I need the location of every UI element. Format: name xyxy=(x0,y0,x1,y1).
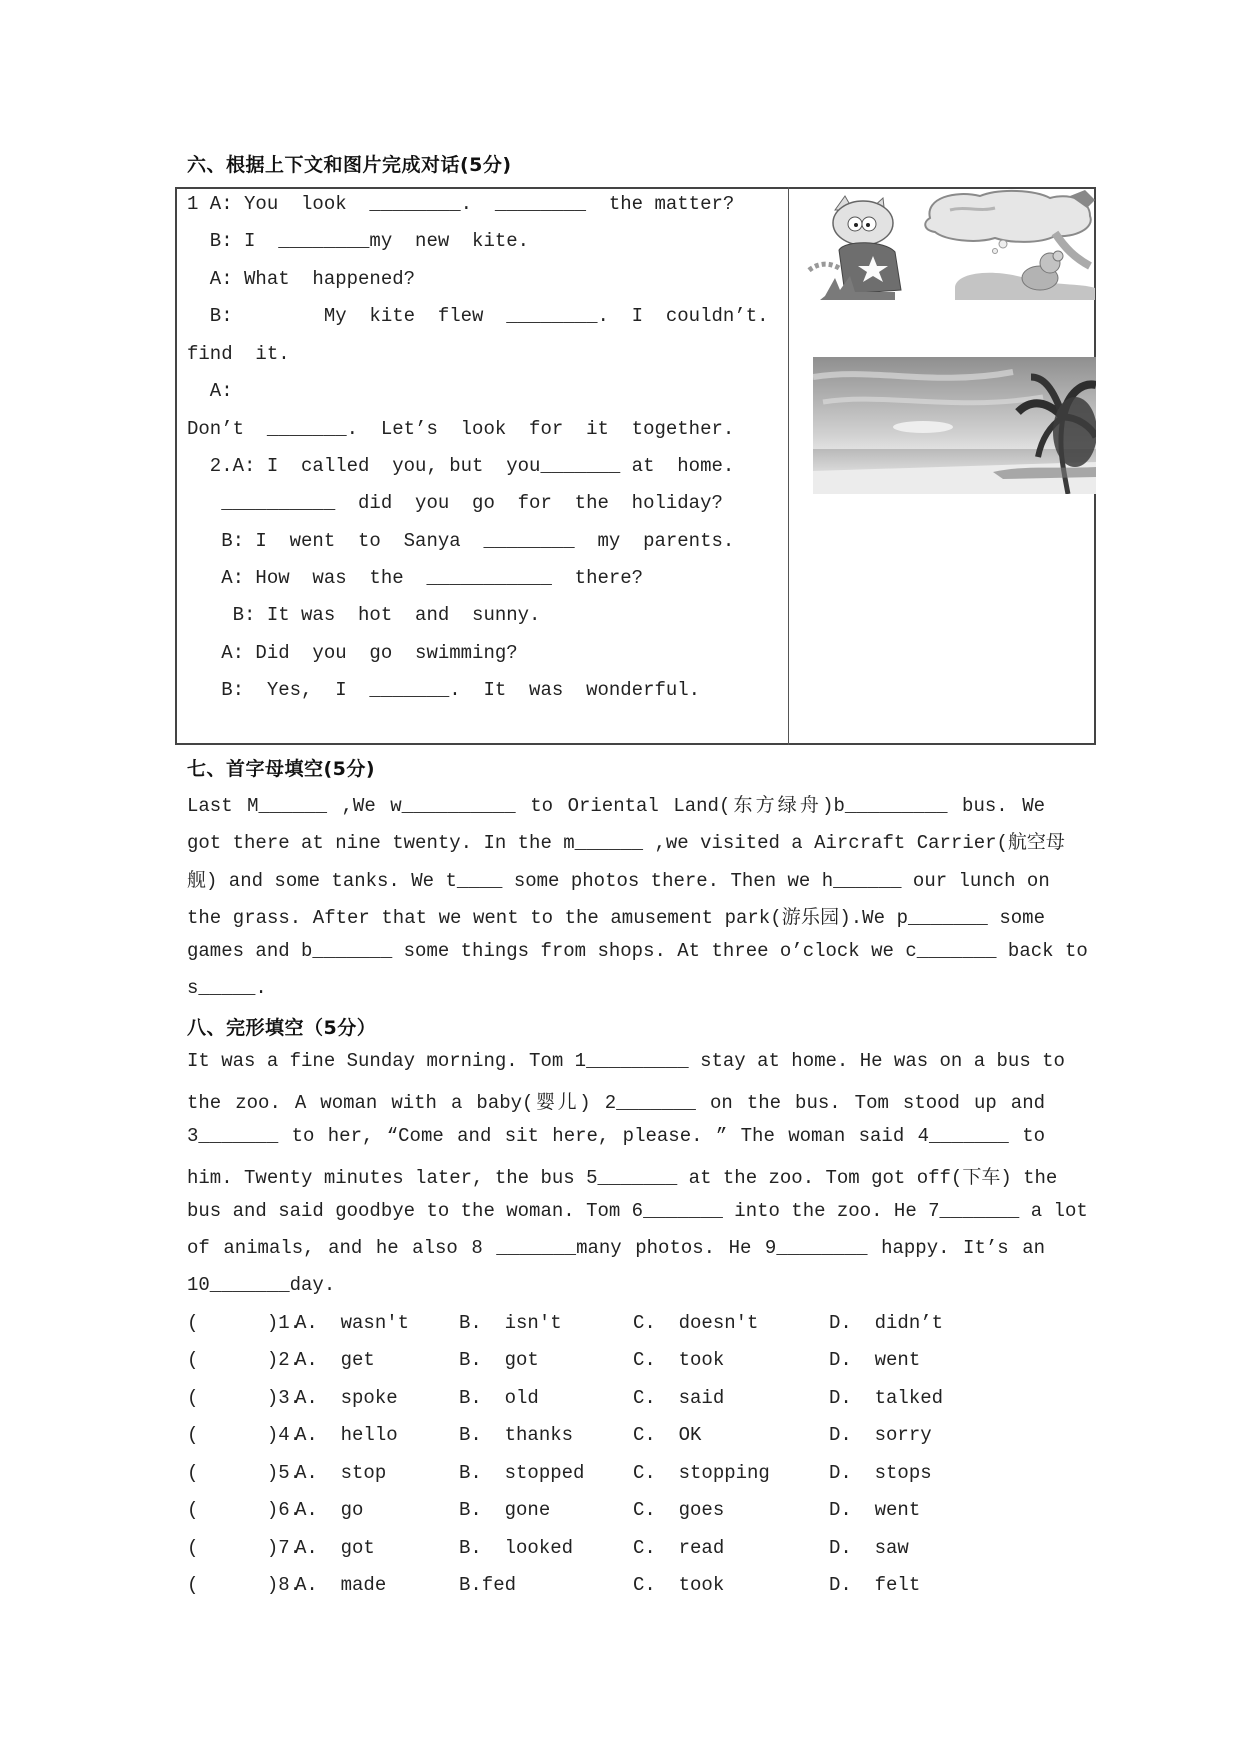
dialogue-line: B: Yes, I _______. It was wonderful. xyxy=(187,679,701,701)
dialogue-line: B: It was hot and sunny. xyxy=(187,604,541,626)
answer-blank[interactable]: ( )1. xyxy=(187,1312,302,1334)
dialogue-line: B: I ________my new kite. xyxy=(187,230,530,252)
cloze-line: the zoo. A woman with a baby(婴儿) 2_______ on the bus. Tom stood up and xyxy=(187,1092,1045,1114)
passage-line: games and b_______ some things from shops. At three o’clock we c_______ back to xyxy=(187,940,1088,962)
dialogue-line: A: Did you go swimming? xyxy=(187,642,518,664)
passage-line: the grass. After that we went to the amusement park(游乐园).We p_______ some xyxy=(187,907,1045,929)
cartoon-cat-mouse-illustration xyxy=(805,188,1095,300)
option-d: D. felt xyxy=(829,1574,921,1596)
option-a: A. hello xyxy=(295,1424,398,1446)
option-b: B. looked xyxy=(459,1537,574,1559)
option-d: D. went xyxy=(829,1499,921,1521)
option-c: C. doesn't xyxy=(633,1312,759,1334)
option-a: A. stop xyxy=(295,1462,387,1484)
dialogue-line: B: My kite flew ________. I couldn’t. xyxy=(187,305,769,327)
option-d: D. didn’t xyxy=(829,1312,944,1334)
cloze-line: him. Twenty minutes later, the bus 5_______ at the zoo. Tom got off(下车) the xyxy=(187,1167,1058,1189)
dialogue-line: __________ did you go for the holiday? xyxy=(187,492,723,514)
option-b: B. old xyxy=(459,1387,539,1409)
answer-blank[interactable]: ( )5. xyxy=(187,1462,302,1484)
answer-blank[interactable]: ( )6. xyxy=(187,1499,302,1521)
option-a: A. go xyxy=(295,1499,364,1521)
dialogue-line: 1 A: You look ________. ________ the matter? xyxy=(187,193,735,215)
answer-blank[interactable]: ( )8. xyxy=(187,1574,302,1596)
option-a: A. spoke xyxy=(295,1387,398,1409)
dialogue-line: A: How was the ___________ there? xyxy=(187,567,644,589)
answer-blank[interactable]: ( )3. xyxy=(187,1387,302,1409)
answer-blank[interactable]: ( )2. xyxy=(187,1349,302,1371)
dialogue-line: find it. xyxy=(187,343,290,365)
option-c: C. took xyxy=(633,1349,725,1371)
dialogue-line: B: I went to Sanya ________ my parents. xyxy=(187,530,735,552)
passage-line: 舰) and some tanks. We t____ some photos there. Then we h______ our lunch on xyxy=(187,870,1050,892)
option-c: C. took xyxy=(633,1574,725,1596)
passage-line: got there at nine twenty. In the m______ ,we visited a Aircraft Carrier(航空母 xyxy=(187,832,1065,854)
beach-image xyxy=(813,357,1096,494)
option-d: D. talked xyxy=(829,1387,944,1409)
option-a: A. made xyxy=(295,1574,387,1596)
option-b: B. stopped xyxy=(459,1462,585,1484)
option-a: A. wasn't xyxy=(295,1312,410,1334)
option-d: D. stops xyxy=(829,1462,932,1484)
section-7-title: 七、首字母填空(5分) xyxy=(187,758,376,780)
dialogue-line: A: xyxy=(187,380,233,402)
option-c: C. said xyxy=(633,1387,725,1409)
cloze-line: It was a fine Sunday morning. Tom 1_________ stay at home. He was on a bus to xyxy=(187,1050,1065,1072)
option-a: A. get xyxy=(295,1349,375,1371)
option-a: A. got xyxy=(295,1537,375,1559)
table-column-divider xyxy=(788,187,789,745)
option-c: C. stopping xyxy=(633,1462,770,1484)
option-b: B. thanks xyxy=(459,1424,574,1446)
option-c: C. goes xyxy=(633,1499,725,1521)
cloze-line: 3_______ to her, “Come and sit here, please. ” The woman said 4_______ to xyxy=(187,1125,1045,1147)
dialogue-line: 2.A: I called you, but you_______ at home. xyxy=(187,455,735,477)
passage-line: s_____. xyxy=(187,977,267,999)
option-d: D. sorry xyxy=(829,1424,932,1446)
option-b: B.fed xyxy=(459,1574,517,1596)
dialogue-line: A: What happened? xyxy=(187,268,416,290)
cloze-line: of animals, and he also 8 _______many photos. He 9________ happy. It’s an xyxy=(187,1237,1045,1259)
option-b: B. gone xyxy=(459,1499,551,1521)
cartoon-image xyxy=(805,188,1095,300)
section-8-title: 八、完形填空（5分） xyxy=(187,1017,377,1039)
dialogue-line: Don’t _______. Let’s look for it together. xyxy=(187,418,735,440)
answer-blank[interactable]: ( )4. xyxy=(187,1424,302,1446)
option-d: D. saw xyxy=(829,1537,909,1559)
cloze-line: bus and said goodbye to the woman. Tom 6_______ into the zoo. He 7_______ a lot xyxy=(187,1200,1088,1222)
passage-line: Last M______ ,We w__________ to Oriental Land(东方绿舟)b_________ bus. We xyxy=(187,795,1045,817)
option-c: C. read xyxy=(633,1537,725,1559)
option-d: D. went xyxy=(829,1349,921,1371)
option-b: B. got xyxy=(459,1349,539,1371)
option-c: C. OK xyxy=(633,1424,702,1446)
option-b: B. isn't xyxy=(459,1312,562,1334)
beach-palm-tree-photo xyxy=(813,357,1096,494)
answer-blank[interactable]: ( )7. xyxy=(187,1537,302,1559)
cloze-line: 10_______day. xyxy=(187,1274,336,1296)
section-6-title: 六、根据上下文和图片完成对话(5分) xyxy=(187,154,512,176)
